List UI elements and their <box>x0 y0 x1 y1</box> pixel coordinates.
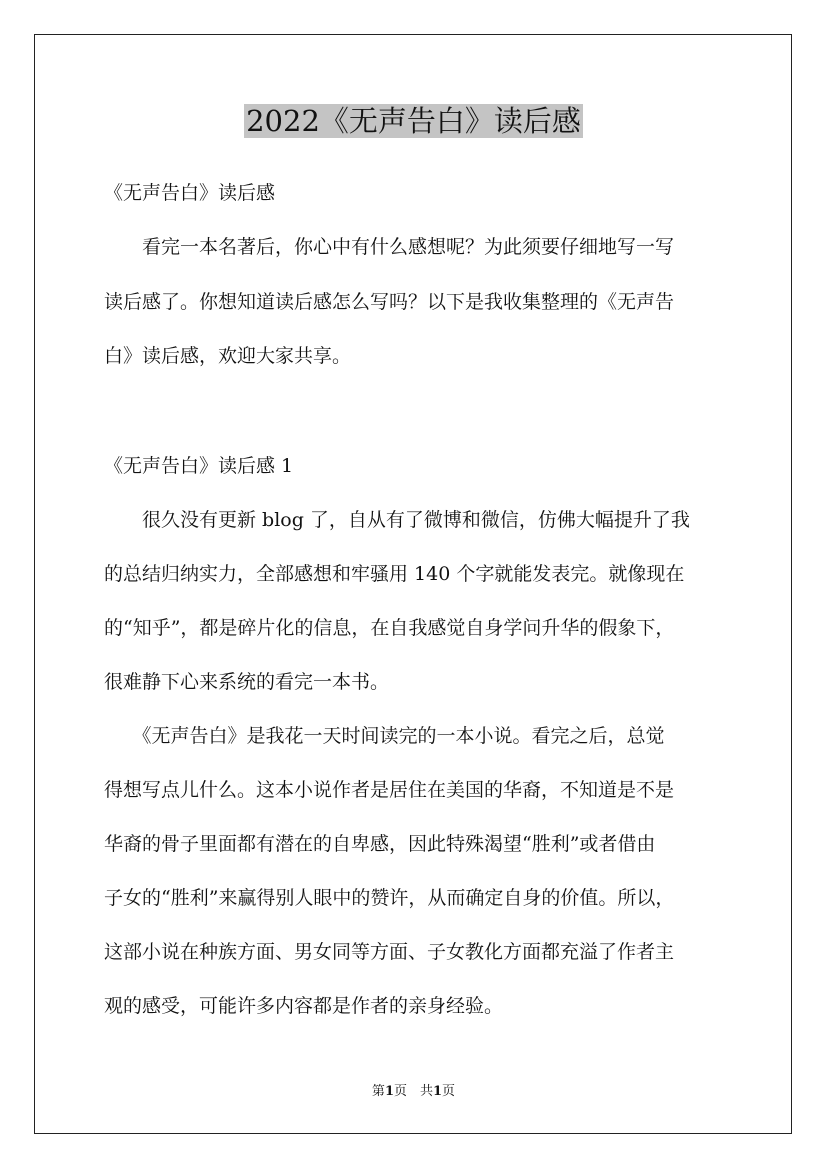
footer-mid: 页 共 <box>393 1084 433 1099</box>
section-heading: 《无声告白》读后感 1 <box>104 455 294 477</box>
paragraph-line: 很难静下心来系统的看完一本书。 <box>104 671 390 693</box>
paragraph-line: 观的感受，可能许多内容都是作者的亲身经验。 <box>104 995 504 1017</box>
paragraph-line: 的总结归纳实力，全部感想和牢骚用 140 个字就能发表完。就像现在 <box>104 563 685 585</box>
paragraph-line: 的“知乎”，都是碎片化的信息，在自我感觉自身学问升华的假象下， <box>104 617 675 639</box>
footer-page-number: 1 <box>384 1084 394 1099</box>
paragraph-line: 《无声告白》是我花一天时间读完的一本小说。看完之后，总觉 <box>104 725 665 747</box>
intro-line: 白》读后感，欢迎大家共享。 <box>104 345 352 367</box>
paragraph-line: 子女的“胜利”来赢得别人眼中的赞许，从而确定自身的价值。所以， <box>104 887 675 909</box>
page-footer <box>0 1083 827 1101</box>
document-title-text: 2022《无声告白》读后感 <box>246 104 581 138</box>
footer-prefix: 第 <box>371 1084 385 1099</box>
paragraph-line: 得想写点儿什么。这本小说作者是居住在美国的华裔，不知道是不是 <box>104 779 675 801</box>
intro-line: 读后感了。你想知道读后感怎么写吗？以下是我收集整理的《无声告 <box>104 291 675 313</box>
paragraph-line: 这部小说在种族方面、男女同等方面、子女教化方面都充溢了作者主 <box>104 941 675 963</box>
intro-line: 看完一本名著后，你心中有什么感想呢？为此须要仔细地写一写 <box>104 236 675 258</box>
footer-suffix: 页 <box>442 1084 456 1099</box>
section-heading: 《无声告白》读后感 <box>104 182 276 204</box>
footer-total-pages: 1 <box>433 1084 443 1099</box>
document-title <box>0 98 827 144</box>
paragraph-line: 很久没有更新 blog 了，自从有了微博和微信，仿佛大幅提升了我 <box>104 509 690 531</box>
paragraph-line: 华裔的骨子里面都有潜在的自卑感，因此特殊渴望“胜利”或者借由 <box>104 833 656 855</box>
